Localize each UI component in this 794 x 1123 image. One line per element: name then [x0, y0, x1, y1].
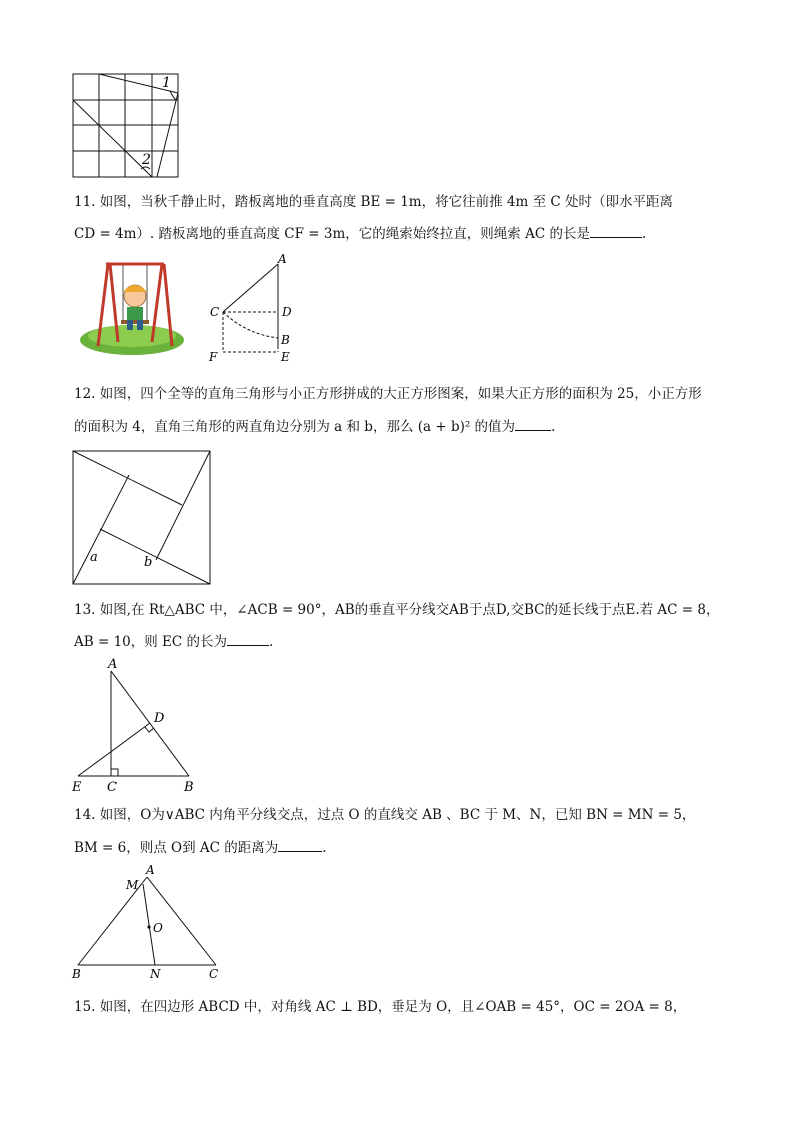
q15-line1: 15. 如图，在四边形 ABCD 中，对角线 AC ⊥ BD，垂足为 O，且∠OAB = 45°，OC = 2OA = 8， — [74, 999, 687, 1015]
side-a-label: a — [90, 550, 98, 565]
point-A: A — [146, 863, 155, 877]
answer-blank-q13[interactable] — [227, 634, 269, 646]
side-b-label: b — [144, 555, 153, 570]
q13-end: . — [269, 634, 274, 650]
q14-end: . — [322, 840, 327, 856]
q14-triangle-figure — [70, 862, 230, 982]
point-E: E — [72, 780, 82, 795]
q13-triangle-figure — [70, 655, 200, 795]
point-D: D — [282, 305, 292, 319]
swing-illustration — [76, 258, 188, 358]
q11-line2 — [74, 226, 646, 241]
q11-end: . — [641, 226, 647, 242]
point-M: M — [126, 878, 139, 892]
q13-line1: 13. 如图,在 Rt△ABC 中，∠ACB = 90°，AB的垂直平分线交AB于点D,交BC的延长线于点E.若 AC = 8， — [74, 602, 720, 618]
q12-end: . — [551, 419, 556, 435]
q12-line1: 12. 如图，四个全等的直角三角形与小正方形拼成的大正方形图案，如果大正方形的面积为 25，小正方形 — [74, 386, 702, 402]
point-A: A — [278, 252, 287, 266]
q11-line1: 11. 如图，当秋千静止时，踏板离地的垂直高度 BE = 1m，将它往前推 4m 至 C 处时（即水平距离 — [74, 194, 673, 210]
q11-line2-text: CD = 4m）. 踏板离地的垂直高度 CF = 3m，它的绳索始终拉直，则绳索 AC 的长是 — [74, 226, 590, 242]
angle-1-label: 1 — [162, 75, 171, 91]
point-D: D — [154, 711, 165, 726]
q13-line2 — [74, 634, 273, 649]
answer-blank-q12[interactable] — [515, 419, 551, 431]
point-C: C — [107, 780, 117, 795]
q14-line2-text: BM = 6，则点 O到 AC 的距离为 — [74, 840, 279, 856]
angle-2-label: 2 — [142, 152, 151, 168]
answer-blank-q11[interactable] — [590, 226, 642, 238]
point-B: B — [184, 780, 194, 795]
point-E: E — [281, 350, 290, 364]
point-C: C — [209, 967, 219, 981]
point-B: B — [72, 967, 81, 981]
point-B: B — [281, 333, 290, 347]
q12-square-figure — [72, 450, 212, 586]
answer-blank-q14[interactable] — [278, 840, 322, 852]
point-O: O — [153, 921, 163, 935]
q12-line2 — [74, 419, 555, 434]
q14-line1: 14. 如图，O为∨ABC 内角平分线交点，过点 O 的直线交 AB 、BC 于 M、N，已知 BN = MN = 5， — [74, 807, 696, 823]
q13-line2-text: AB = 10，则 EC 的长为 — [74, 634, 228, 650]
point-C: C — [210, 305, 220, 319]
point-F: F — [209, 350, 218, 364]
q12-line2-text: 的面积为 4，直角三角形的两直角边分别为 a 和 b，那么 (a + b)² 的值为 — [74, 419, 516, 435]
q11-geometry-figure — [206, 252, 302, 364]
grid-figure — [72, 73, 184, 181]
point-N: N — [150, 967, 161, 981]
q14-line2 — [74, 840, 327, 855]
point-A: A — [108, 657, 118, 672]
